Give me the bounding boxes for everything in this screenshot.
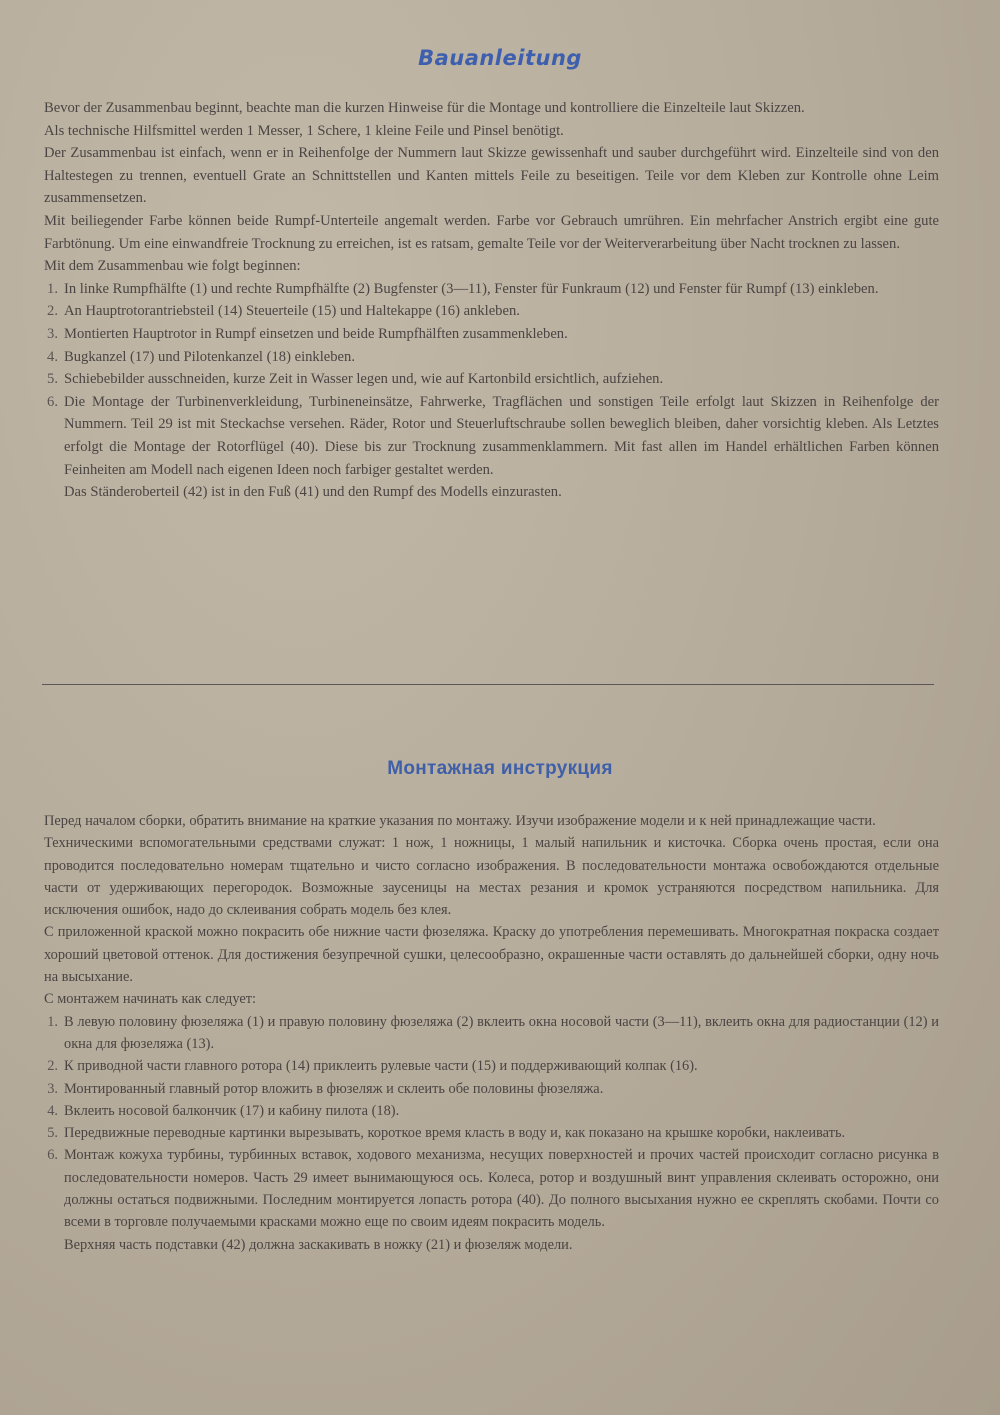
german-intro-paragraph: Mit beiliegender Farbe können beide Rumpf-Unterteile angemalt werden. Farbe vor Gebrauch umrühren. Ein mehrfacher Anstrich ergibt eine gute Farbtönung. Um eine einwandfreie Trocknung zu erreichen, ist es ratsam, gemalte Teile vor der Weiterverarbeitung über Nacht trocknen zu lassen. — [44, 212, 939, 252]
russian-intro-paragraph: Техническими вспомогательными средствами служат: 1 нож, 1 ножницы, 1 малый напильник и кисточка. Сборка очень простая, если она проводится последовательно номерам тщательно и чисто согласно изображения. В последовательности монтажа освобождаются отдельные части от удерживающих перегородок. Возможные заусеницы на местах резания и кромок устраняются посредством напильника. Для исключения ошибок, надо до склеивания собрать модель без клея. — [44, 835, 939, 919]
step-number: 6. — [47, 393, 58, 410]
step-text: Das Ständeroberteil (42) ist in den Fuß (41) und den Rumpf des Modells einzurasten. — [64, 484, 562, 501]
german-step — [44, 278, 939, 301]
german-intro-paragraph: Bevor der Zusammenbau beginnt, beachte man die kurzen Hinweise für die Montage und kontrolliere die Einzelteile laut Skizzen. — [44, 100, 805, 116]
german-intro-paragraph: Mit dem Zusammenbau wie folgt beginnen: — [44, 258, 301, 275]
russian-title: Монтажная инструкция — [387, 758, 613, 779]
step-number: 5. — [47, 1125, 58, 1142]
russian-intro-paragraph: С приложенной краской можно покрасить обе нижние части фюзеляжа. Краску до употребления перемешивать. Многократная покраска создает хороший цветовой оттенок. Для достижения безупречной сушки, целесообразно, окрашенные части оставлять до дальнейшей сборки, одну ночь на высыхание. — [44, 924, 939, 986]
russian-step — [44, 1144, 939, 1233]
step-text: Вклеить носовой балкончик (17) и кабину пилота (18). — [64, 1102, 400, 1119]
german-step — [44, 323, 939, 346]
step-text: Монтаж кожуха турбины, турбинных вставок, ходового механизма, несущих поверхностей и прочих частей происходит согласно рисунка в последовательности номеров. Часть 29 имеет вынимающуюся ось. Колеса, ротор и воздушный винт управления склеивать осторожно, они должны остаться подвижными. Последним монтируется лопасть ротора (40). До полного высыхания нужно ее скреплять скобами. Почти со всеми в торговле получаемыми красками можно еще по своим идеям покрасить модель. — [64, 1147, 939, 1231]
step-text: Bugkanzel (17) und Pilotenkanzel (18) einkleben. — [64, 348, 355, 365]
step-text: Верхняя часть подставки (42) должна заскакивать в ножку (21) и фюзеляж модели. — [64, 1236, 573, 1253]
step-number: 1. — [47, 1013, 58, 1030]
step-text: In linke Rumpfhälfte (1) und rechte Rumpfhälfte (2) Bugfenster (3—11), Fenster für Funkraum (12) und Fenster für Rumpf (13) einkleben. — [64, 280, 879, 297]
step-number: 3. — [47, 1080, 58, 1097]
russian-step — [44, 1011, 939, 1056]
step-number: 1. — [47, 280, 58, 297]
german-steps-list — [44, 278, 939, 504]
russian-intro-paragraph: С монтажем начинать как следует: — [44, 991, 257, 1008]
russian-step — [44, 1055, 939, 1077]
step-number: 5. — [47, 371, 58, 388]
step-text: Монтированный главный ротор вложить в фюзеляж и склеить обе половины фюзеляжа. — [64, 1080, 604, 1097]
german-final-note — [44, 481, 939, 504]
step-number: 2. — [47, 1058, 58, 1075]
german-step — [44, 368, 939, 391]
step-text: Schiebebilder ausschneiden, kurze Zeit in Wasser legen und, wie auf Kartonbild ersichtlich, aufziehen. — [64, 371, 664, 388]
russian-step — [44, 1078, 939, 1100]
russian-intro-paragraph: Перед началом сборки, обратить внимание на краткие указания по монтажу. Изучи изображение модели и к ней принадлежащие части. — [44, 813, 876, 829]
russian-steps-list — [44, 1011, 939, 1256]
step-number: 2. — [47, 303, 58, 320]
german-step — [44, 391, 939, 481]
german-instructions — [44, 97, 939, 504]
russian-step — [44, 1122, 939, 1144]
step-number: 6. — [47, 1147, 58, 1164]
step-number: 4. — [47, 348, 58, 365]
step-text: Montierten Hauptrotor in Rumpf einsetzen und beide Rumpfhälften zusammenkleben. — [64, 325, 568, 342]
step-text: Передвижные переводные картинки вырезывать, короткое время класть в воду и, как показано на крышке коробки, наклеивать. — [64, 1125, 846, 1142]
step-text: An Hauptrotorantriebsteil (14) Steuerteile (15) und Haltekappe (16) ankleben. — [64, 303, 520, 320]
german-step — [44, 300, 939, 323]
german-intro-paragraph: Der Zusammenbau ist einfach, wenn er in Reihenfolge der Nummern laut Skizze gewissenhaft und sauber durchgeführt wird. Einzelteile sind von den Haltestegen zu trennen, eventuell Grate an Schnittstellen und Kanten mittels Feile zu beseitigen. Teile vor dem Kleben zur Kontrolle ohne Leim zusammensetzen. — [44, 145, 939, 207]
russian-instructions — [44, 810, 939, 1256]
step-number: 4. — [47, 1102, 58, 1119]
step-text: В левую половину фюзеляжа (1) и правую половину фюзеляжа (2) вклеить окна носовой части (3—11), вклеить окна для радиостанции (12) и окна для фюзеляжа (13). — [64, 1013, 939, 1052]
german-step — [44, 346, 939, 369]
step-text: Die Montage der Turbinenverkleidung, Turbineneinsätze, Fahrwerke, Tragflächen und sonstigen Teile erfolgt laut Skizzen in Reihenfolge der Nummern. Teil 29 ist mit Steckachse versehen. Räder, Rotor und Steuerluftschraube sollen beweglich bleiben, daher vorsichtig kleben. Als Letztes erfolgt die Montage der Rotorflügel (40). Diese bis zur Trocknung zusammenklammern. Mit fast allen im Handel erhältlichen Farben können Feinheiten am Modell nach eigenen Ideen noch farbiger gestaltet werden. — [64, 393, 939, 478]
russian-final-note — [44, 1234, 939, 1256]
step-text: К приводной части главного ротора (14) приклеить рулевые части (15) и поддерживающий колпак (16). — [64, 1058, 698, 1075]
german-title: Bauanleitung — [418, 46, 582, 70]
step-number: 3. — [47, 325, 58, 342]
german-intro-paragraph: Als technische Hilfsmittel werden 1 Messer, 1 Schere, 1 kleine Feile und Pinsel benötigt. — [44, 122, 564, 139]
section-divider — [42, 684, 934, 685]
russian-step — [44, 1100, 939, 1122]
